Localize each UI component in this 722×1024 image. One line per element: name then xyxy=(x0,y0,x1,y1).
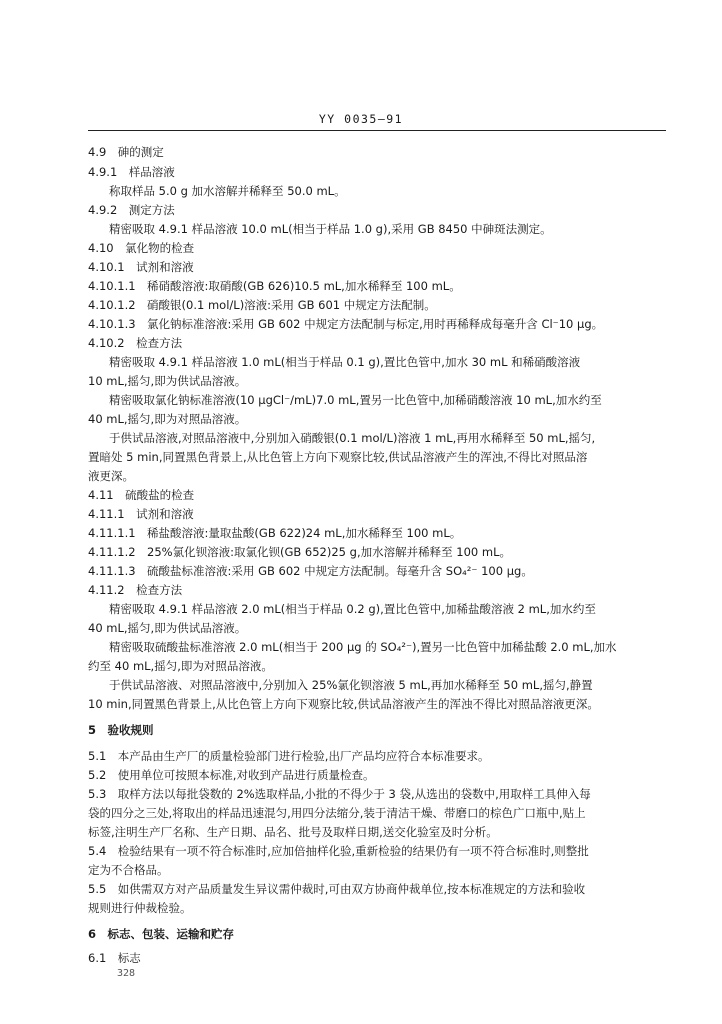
subsection-heading: 4.9.2 测定方法 xyxy=(88,203,175,217)
paragraph-line: 40 mL,摇匀,即为对照品溶液。 xyxy=(88,412,247,426)
paragraph-line: 于供试品溶液,对照品溶液中,分别加入硝酸银(0.1 mol/L)溶液 1 mL,再用水稀释至 50 mL,摇匀, xyxy=(109,431,596,445)
clause-line: 5.1 本产品由生产厂的质量检验部门进行检验,出厂产品均应符合本标准要求。 xyxy=(88,749,490,763)
standard-code-header: YY 0035—91 xyxy=(318,112,404,126)
clause-line: 规则进行仲裁检验。 xyxy=(88,901,192,915)
section-heading: 4.10 氯化物的检查 xyxy=(88,241,195,255)
section-heading: 4.11 硫酸盐的检查 xyxy=(88,488,195,502)
section-heading: 4.9 砷的测定 xyxy=(88,145,164,159)
paragraph-line: 精密吸取氯化钠标准溶液(10 μgCl⁻/mL)7.0 mL,置另一比色管中,加稀硝酸溶液 10 mL,加水约至 xyxy=(109,393,602,407)
clause-line: 4.11.1.2 25%氯化钡溶液:取氯化钡(GB 652)25 g,加水溶解并稀释至 100 mL。 xyxy=(88,545,511,559)
chapter-heading: 5 验收规则 xyxy=(88,723,154,737)
paragraph-line: 10 min,同置黑色背景上,从比色管上方向下观察比较,供试品溶液产生的浑浊不得比对照品溶液更深。 xyxy=(88,697,599,711)
page-number: 328 xyxy=(117,968,136,979)
clause-line: 5.4 检验结果有一项不符合标准时,应加倍抽样化验,重新检验的结果仍有一项不符合标准时,则整批 xyxy=(88,844,589,858)
clause-line: 4.10.1.3 氯化钠标准溶液:采用 GB 602 中规定方法配制与标定,用时再稀释成每毫升含 Cl⁻10 μg。 xyxy=(88,317,604,331)
clause-line: 4.11.1.1 稀盐酸溶液:量取盐酸(GB 622)24 mL,加水稀释至 100 mL。 xyxy=(88,526,462,540)
paragraph-line: 精密吸取硫酸盐标准溶液 2.0 mL(相当于 200 μg 的 SO₄²⁻),置另一比色管中加稀盐酸 2.0 mL,加水 xyxy=(109,640,617,654)
clause-line: 5.5 如供需双方对产品质量发生异议需仲裁时,可由双方协商仲裁单位,按本标准规定的方法和验收 xyxy=(88,882,586,896)
subsection-heading: 6.1 标志 xyxy=(88,951,141,965)
paragraph-line: 于供试品溶液、对照品溶液中,分别加入 25%氯化钡溶液 5 mL,再加水稀释至 50 mL,摇匀,静置 xyxy=(109,678,593,692)
header-rule xyxy=(88,130,666,131)
subsection-heading: 4.9.1 样品溶液 xyxy=(88,165,175,179)
clause-line: 定为不合格品。 xyxy=(88,863,169,877)
clause-line: 4.11.1.3 硫酸盐标准溶液:采用 GB 602 中规定方法配制。每毫升含 SO₄²⁻ 100 μg。 xyxy=(88,564,533,578)
paragraph-line: 精密吸取 4.9.1 样品溶液 1.0 mL(相当于样品 0.1 g),置比色管中,加水 30 mL 和稀硝酸溶液 xyxy=(109,355,581,369)
paragraph-line: 置暗处 5 min,同置黑色背景上,从比色管上方向下观察比较,供试品溶液产生的浑浊,不得比对照品溶 xyxy=(88,450,588,464)
subsection-heading: 4.10.1 试剂和溶液 xyxy=(88,260,194,274)
clause-line: 标签,注明生产厂名称、生产日期、品名、批号及取样日期,送交化验室及时分析。 xyxy=(88,825,498,839)
clause-line: 袋的四分之三处,将取出的样品迅速混匀,用四分法缩分,装于清洁干燥、带磨口的棕色广口瓶中,贴上 xyxy=(88,806,586,820)
clause-line: 5.3 取样方法以每批袋数的 2%选取样品,小批的不得少于 3 袋,从选出的袋数中,用取样工具伸入每 xyxy=(88,787,591,801)
subsection-heading: 4.11.2 检查方法 xyxy=(88,583,183,597)
paragraph-line: 40 mL,摇匀,即为供试品溶液。 xyxy=(88,621,247,635)
subsection-heading: 4.11.1 试剂和溶液 xyxy=(88,507,194,521)
clause-line: 4.10.1.2 硝酸银(0.1 mol/L)溶液:采用 GB 601 中规定方法配制。 xyxy=(88,298,436,312)
paragraph-line: 约至 40 mL,摇匀,即为对照品溶液。 xyxy=(88,659,273,673)
subsection-heading: 4.10.2 检查方法 xyxy=(88,336,183,350)
paragraph-line: 精密吸取 4.9.1 样品溶液 10.0 mL(相当于样品 1.0 g),采用 GB 8450 中砷斑法测定。 xyxy=(109,222,552,236)
clause-line: 4.10.1.1 稀硝酸溶液:取硝酸(GB 626)10.5 mL,加水稀释至 100 mL。 xyxy=(88,279,461,293)
paragraph-line: 10 mL,摇匀,即为供试品溶液。 xyxy=(88,374,247,388)
clause-line: 5.2 使用单位可按照本标准,对收到产品进行质量检查。 xyxy=(88,768,375,782)
paragraph-line: 液更深。 xyxy=(88,469,134,483)
chapter-heading: 6 标志、包装、运输和贮存 xyxy=(88,927,235,941)
paragraph-line: 精密吸取 4.9.1 样品溶液 2.0 mL(相当于样品 0.2 g),置比色管中,加稀盐酸溶液 2 mL,加水约至 xyxy=(109,602,596,616)
paragraph-line: 称取样品 5.0 g 加水溶解并稀释至 50.0 mL。 xyxy=(109,184,346,198)
